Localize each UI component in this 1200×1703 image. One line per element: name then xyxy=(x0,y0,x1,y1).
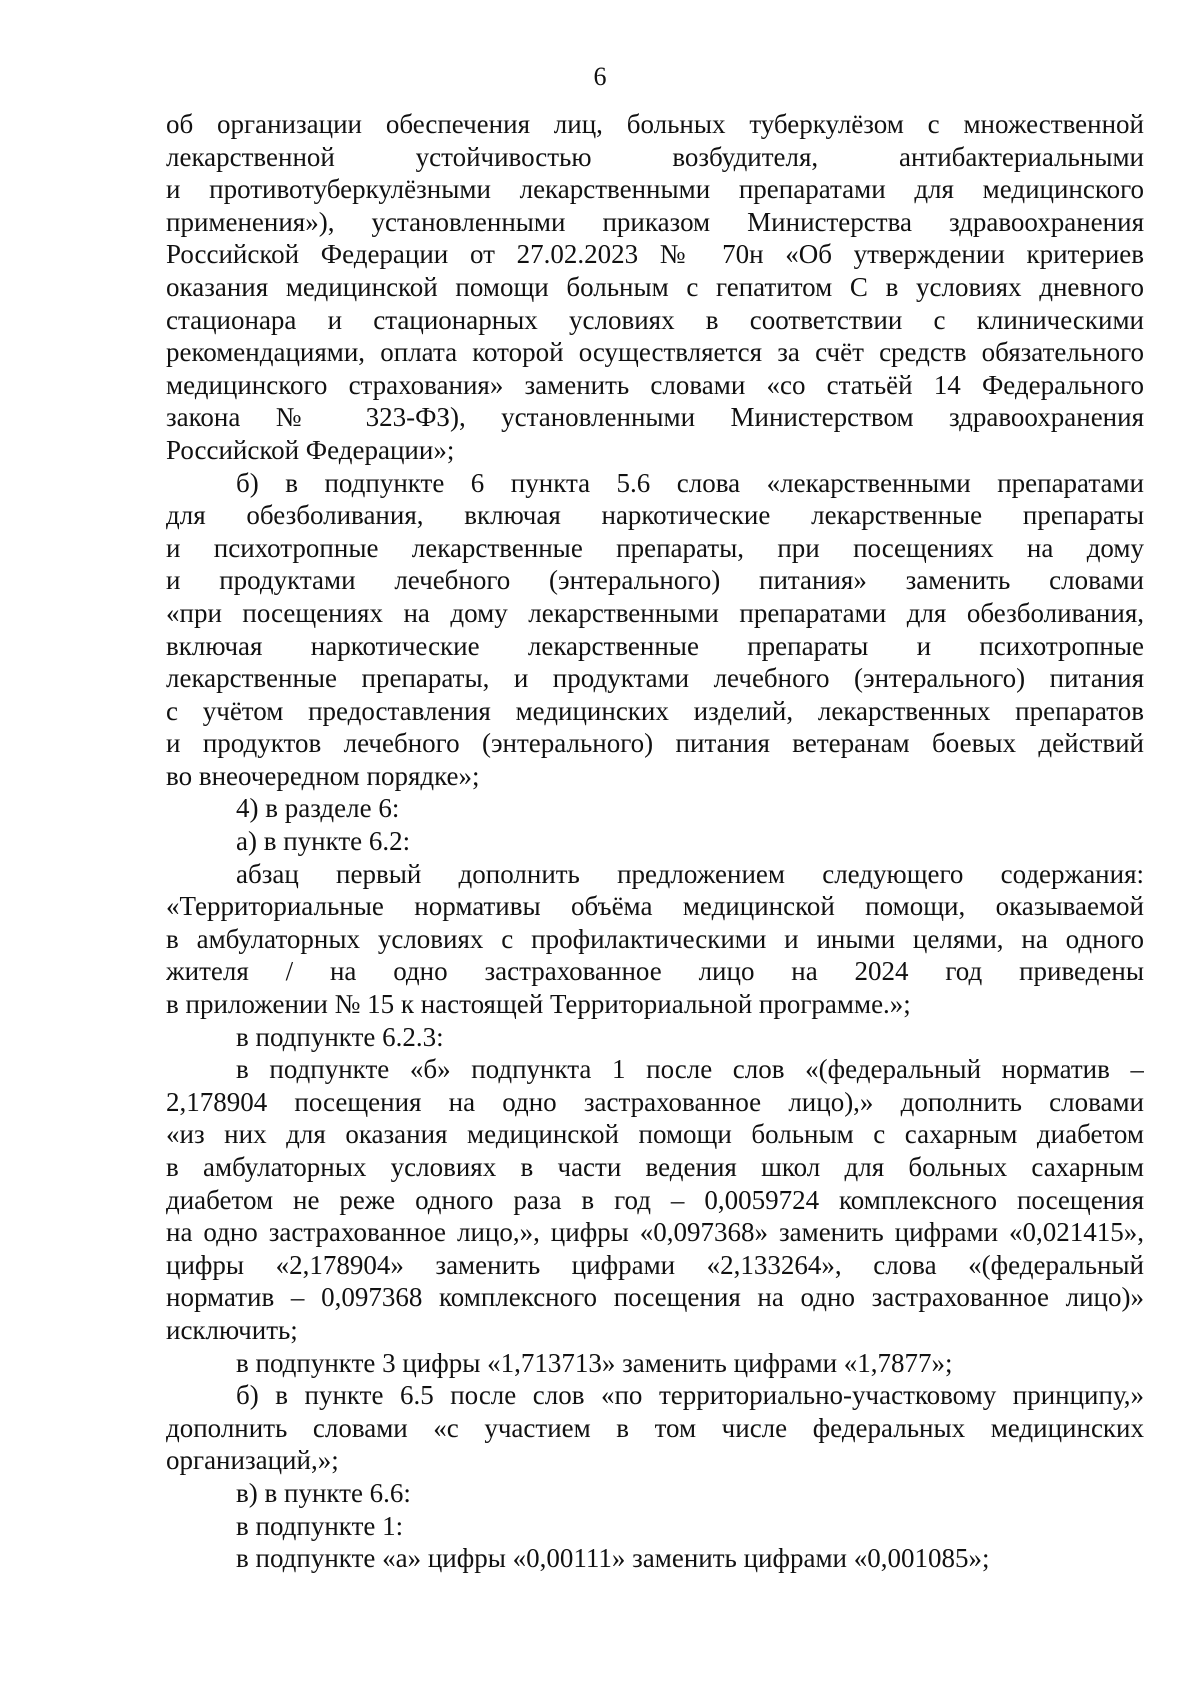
text-line: в подпункте «а» цифры «0,00111» заменить цифрами «0,001085»; xyxy=(236,1543,990,1574)
text-line: дополнить словами «с участием в том числе федеральных медицинских xyxy=(166,1412,1144,1443)
text-line: рекомендациями, оплата которой осуществляется за счёт средств обязательного xyxy=(166,337,1144,368)
text-line: и противотуберкулёзными лекарственными препаратами для медицинского xyxy=(166,174,1144,205)
text-line: лекарственные препараты, и продуктами лечебного (энтерального) питания xyxy=(166,663,1144,694)
text-line: в подпункте 6.2.3: xyxy=(236,1021,444,1052)
document-body xyxy=(166,108,1144,1575)
text-line: стационара и стационарных условиях в соответствии с клиническими xyxy=(166,304,1144,335)
text-line: включая наркотические лекарственные препараты и психотропные xyxy=(166,630,1144,661)
text-line: с учётом предоставления медицинских изделий, лекарственных препаратов xyxy=(166,695,1144,726)
text-line: цифры «2,178904» заменить цифрами «2,133264», слова «(федеральный xyxy=(166,1249,1144,1280)
text-line: Российской Федерации»; xyxy=(166,434,455,465)
text-line: лекарственной устойчивостью возбудителя, антибактериальными xyxy=(166,141,1144,172)
text-line: медицинского страхования» заменить словами «со статьёй 14 Федерального xyxy=(166,369,1144,400)
text-line: «из них для оказания медицинской помощи больным с сахарным диабетом xyxy=(166,1119,1144,1150)
text-line: во внеочередном порядке»; xyxy=(166,760,480,791)
text-line: жителя / на одно застрахованное лицо на 2024 год приведены xyxy=(166,956,1144,987)
text-line: закона № 323-ФЗ), установленными Министерством здравоохранения xyxy=(166,402,1144,433)
text-line: оказания медицинской помощи больным с гепатитом С в условиях дневного xyxy=(166,271,1144,302)
text-line: б) в пункте 6.5 после слов «по территориально-участковому принципу,» xyxy=(236,1380,1144,1411)
text-line: и продуктами лечебного (энтерального) питания» заменить словами xyxy=(166,565,1144,596)
text-line: абзац первый дополнить предложением следующего содержания: xyxy=(236,858,1144,889)
text-line: в) в пункте 6.6: xyxy=(236,1477,411,1508)
text-line: норматив – 0,097368 комплексного посещения на одно застрахованное лицо)» xyxy=(166,1282,1144,1313)
text-line: в подпункте 1: xyxy=(236,1510,404,1541)
text-line: исключить; xyxy=(166,1314,298,1345)
text-line: организаций,»; xyxy=(166,1445,339,1476)
text-line: и психотропные лекарственные препараты, при посещениях на дому xyxy=(166,532,1144,563)
text-line: б) в подпункте 6 пункта 5.6 слова «лекарственными препаратами xyxy=(236,467,1144,498)
text-line: «Территориальные нормативы объёма медицинской помощи, оказываемой xyxy=(166,891,1144,922)
text-line: в подпункте 3 цифры «1,713713» заменить цифрами «1,7877»; xyxy=(236,1347,953,1378)
text-line: для обезболивания, включая наркотические лекарственные препараты xyxy=(166,500,1144,531)
text-line: а) в пункте 6.2: xyxy=(236,826,411,857)
text-line: об организации обеспечения лиц, больных туберкулёзом с множественной xyxy=(166,109,1144,139)
text-line: в амбулаторных условиях с профилактическими и иными целями, на одного xyxy=(166,923,1144,954)
text-line: в приложении № 15 к настоящей Территориальной программе.»; xyxy=(166,989,911,1020)
text-line: диабетом не реже одного раза в год – 0,0059724 комплексного посещения xyxy=(166,1184,1144,1215)
page-number: 6 xyxy=(593,62,607,91)
text-line: «при посещениях на дому лекарственными препаратами для обезболивания, xyxy=(166,597,1144,628)
text-line: Российской Федерации от 27.02.2023 № 70н «Об утверждении критериев xyxy=(166,239,1144,270)
text-line: 2,178904 посещения на одно застрахованное лицо),» дополнить словами xyxy=(166,1086,1144,1117)
text-line: в подпункте «б» подпункта 1 после слов «(федеральный норматив – xyxy=(236,1054,1144,1085)
text-line: и продуктов лечебного (энтерального) питания ветеранам боевых действий xyxy=(166,728,1144,759)
text-line: в амбулаторных условиях в части ведения школ для больных сахарным xyxy=(166,1152,1144,1182)
text-line: применения»), установленными приказом Министерства здравоохранения xyxy=(166,206,1144,237)
text-line: на одно застрахованное лицо,», цифры «0,097368» заменить цифрами «0,021415», xyxy=(166,1217,1144,1248)
text-line: 4) в разделе 6: xyxy=(236,793,400,824)
